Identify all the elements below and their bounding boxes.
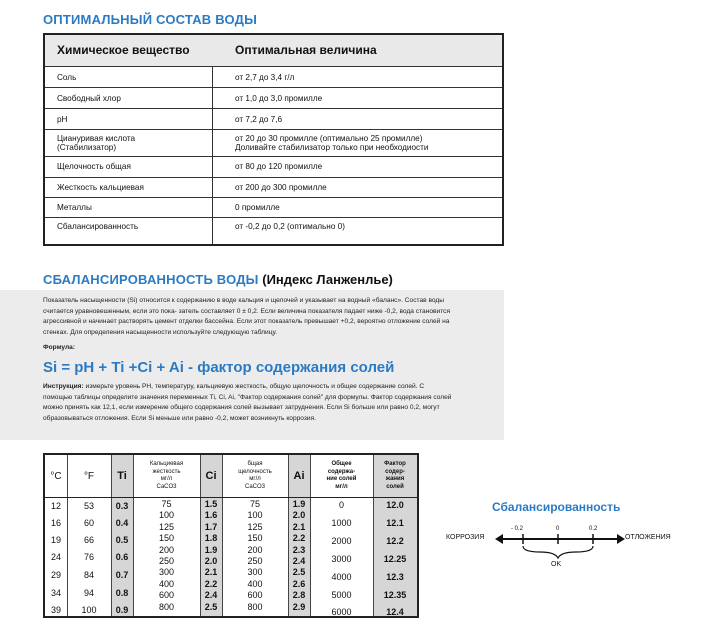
table-row: Сбалансированность от -0,2 до 0,2 (оптимально 0) — [45, 217, 502, 245]
section1-title: ОПТИМАЛЬНЫЙ СОСТАВ ВОДЫ — [43, 12, 257, 27]
table-row: Циануривая кислота (Стабилизатор) от 20 до 30 промилле (оптимально 25 промилле) Доливайте стабилизатор только при необходиости — [45, 129, 502, 157]
instruction-label: Инструкция: — [43, 383, 84, 390]
ai-cell: 2.4 — [292, 556, 306, 566]
total-salts-cell: 1000 — [331, 518, 352, 528]
fahrenheit-cell: 100 — [81, 605, 97, 615]
salt-factor-cell: 12.4 — [386, 607, 404, 617]
header-fahrenheit: °F — [83, 470, 95, 482]
table-row: Металлы 0 промилле — [45, 197, 502, 218]
instruction-text: Инструкция: измерьте уровень PH, температуру, кальциевую жесткость, общую щелочность и общее содержание солей. С помощью таблицы определите значения переменных Ti, Ci, Ai, "Фактор содержания солей" для формулы. Фактор содержания солей можно принять как 12,1, если измерение общего содержания солей вызывает затруднения. Если Si больше или равно 0,2, могут образовываться отложения. Если Si меньше или равно -0,2, может возникнуть коррозия. — [43, 383, 452, 422]
tick-label-minus: - 0.2 — [511, 526, 524, 532]
ci-cell: 1.6 — [204, 510, 218, 521]
hardness-cell: 150 — [158, 533, 175, 544]
header-ai: Ai — [293, 470, 305, 482]
hardness-cell: 200 — [158, 544, 175, 555]
alkalinity-cell: 300 — [247, 567, 263, 578]
table-row: Щелочность общая от 80 до 120 промилле — [45, 156, 502, 178]
arrow-right-icon — [617, 534, 625, 544]
fahrenheit-cell: 94 — [83, 588, 94, 598]
ci-cell: 2.5 — [204, 601, 218, 612]
header-celsius: °C — [50, 470, 62, 482]
balance-scale-diagram — [495, 528, 625, 564]
fahrenheit-cell: 76 — [83, 552, 94, 562]
alkalinity-cell: 250 — [247, 556, 263, 566]
si-info-box — [0, 290, 504, 440]
ai-cell: 2.3 — [292, 544, 306, 555]
hardness-cell: 800 — [158, 601, 175, 612]
ti-cell: 0.8 — [115, 588, 129, 598]
fahrenheit-cell: 53 — [83, 501, 94, 511]
table-header — [45, 35, 502, 66]
tick-label-zero: 0 — [556, 526, 560, 532]
ai-cell: 2.5 — [292, 567, 306, 578]
alkalinity-cell: 100 — [247, 510, 263, 521]
total-salts-cell: 6000 — [331, 607, 352, 617]
hardness-cell: 100 — [158, 510, 175, 521]
hardness-cell: 300 — [158, 567, 175, 578]
header-alkalinity: бщая щелочность мг/л CaCO3 — [238, 461, 272, 490]
arrow-left-icon — [495, 534, 503, 544]
header-salt-factor: Фактор содер- жания солей — [384, 461, 406, 490]
ti-cell: 0.7 — [115, 570, 129, 580]
hardness-cell: 125 — [158, 521, 175, 532]
total-salts-cell: 5000 — [331, 590, 352, 600]
header-value: Оптимальная величина — [235, 43, 377, 57]
tick-label-plus: 0.2 — [589, 526, 598, 532]
salt-factor-cell: 12.1 — [386, 518, 404, 528]
fahrenheit-cell: 66 — [83, 535, 94, 545]
table-row: Свободный хлор от 1,0 до 3,0 промилле — [45, 87, 502, 109]
alkalinity-cell: 125 — [247, 521, 263, 532]
fahrenheit-cell: 84 — [83, 570, 94, 580]
ci-cell: 1.5 — [204, 499, 218, 509]
balance-diagram-title: Сбалансированность — [492, 500, 621, 514]
fahrenheit-cell: 60 — [83, 518, 94, 528]
ci-cell: 2.2 — [204, 578, 218, 589]
celsius-cell: 24 — [50, 552, 61, 562]
total-salts-cell: 2000 — [331, 536, 352, 546]
salt-factor-cell: 12.2 — [386, 536, 404, 546]
alkalinity-cell: 400 — [247, 578, 263, 589]
header-ci: Ci — [205, 470, 217, 482]
ti-cell: 0.9 — [115, 605, 129, 615]
ok-brace — [523, 546, 593, 558]
celsius-cell: 39 — [50, 605, 61, 615]
alkalinity-cell: 600 — [247, 590, 263, 601]
ci-cell: 2.4 — [204, 590, 218, 601]
celsius-cell: 19 — [50, 535, 61, 545]
ti-cell: 0.3 — [115, 501, 129, 511]
hardness-cell: 75 — [161, 499, 172, 509]
si-description: Показатель насыщенности (Si) относится к содержанию в воде кальция и щелочей и указывает на водный «баланс». Состав воды считается уравновешенным, если это пока- затель составляет 0 ± 0,2. Если величина показателя падает ниже -0,2, вода становится агрессивной и начинает растворять цемент отделки бассейна. Если этот показатель превышает +0,2, вероятно отложение солей на стенках. Для определения насыщенности используйте следующую таблицу. — [43, 297, 451, 336]
hardness-cell: 250 — [158, 556, 175, 566]
ai-cell: 2.8 — [292, 590, 306, 601]
si-formula: Si = pH + Ti +Ci + Ai - фактор содержания солей — [43, 359, 395, 376]
ci-cell: 1.9 — [204, 544, 218, 555]
header-hardness: Кальциевая жесткость мг/л CaCO3 — [149, 461, 184, 490]
section2-title: СБАЛАНСИРОВАННОСТЬ ВОДЫ — [43, 272, 259, 287]
section2-heading — [43, 272, 393, 287]
table-row: Соль от 2,7 до 3,4 г/л — [45, 66, 502, 88]
celsius-cell: 16 — [50, 518, 61, 528]
celsius-cell: 34 — [50, 588, 61, 598]
header-total-salts: Общее содержа- ние солей мг/л — [326, 461, 357, 490]
section2-subtitle: (Индекс Ланженлье) — [262, 272, 393, 287]
ai-cell: 1.9 — [292, 499, 306, 509]
ai-cell: 2.1 — [292, 521, 306, 532]
salt-factor-cell: 12.25 — [383, 554, 407, 564]
alkalinity-cell: 200 — [247, 544, 263, 555]
ti-cell: 0.6 — [115, 552, 129, 562]
ci-cell: 1.8 — [204, 533, 218, 544]
ai-cell: 2.6 — [292, 578, 306, 589]
corrosion-label: КОРРОЗИЯ — [446, 534, 485, 541]
celsius-cell: 12 — [50, 501, 61, 511]
salt-factor-cell: 12.35 — [383, 590, 407, 600]
formula-label: Формула: — [43, 344, 76, 351]
ci-cell: 2.0 — [204, 556, 218, 566]
hardness-cell: 600 — [158, 590, 175, 601]
total-salts-cell: 3000 — [331, 554, 352, 564]
total-salts-cell: 0 — [338, 500, 344, 510]
deposits-label: ОТЛОЖЕНИЯ — [625, 534, 671, 541]
ai-cell: 2.0 — [292, 510, 306, 521]
ti-cell: 0.5 — [115, 535, 129, 545]
hardness-cell: 400 — [158, 578, 175, 589]
ok-label: OK — [551, 561, 562, 568]
optimal-composition-table — [43, 33, 504, 246]
total-salts-cell: 4000 — [331, 572, 352, 582]
ci-cell: 2.1 — [204, 567, 218, 578]
table-row: pH от 7,2 до 7,6 — [45, 108, 502, 130]
table-row: Жесткость кальциевая от 200 до 300 промилле — [45, 177, 502, 198]
celsius-cell: 29 — [50, 570, 61, 580]
si-factor-table — [43, 453, 419, 618]
ti-cell: 0.4 — [115, 518, 129, 528]
salt-factor-cell: 12.0 — [386, 500, 404, 510]
salt-factor-cell: 12.3 — [386, 572, 404, 582]
alkalinity-cell: 150 — [247, 533, 263, 544]
ci-cell: 1.7 — [204, 521, 218, 532]
ai-cell: 2.9 — [292, 601, 306, 612]
header-ti: Ti — [117, 470, 127, 482]
ai-cell: 2.2 — [292, 533, 306, 544]
alkalinity-cell: 75 — [249, 499, 260, 509]
alkalinity-cell: 800 — [247, 601, 263, 612]
header-substance: Химическое вещество — [57, 43, 190, 57]
